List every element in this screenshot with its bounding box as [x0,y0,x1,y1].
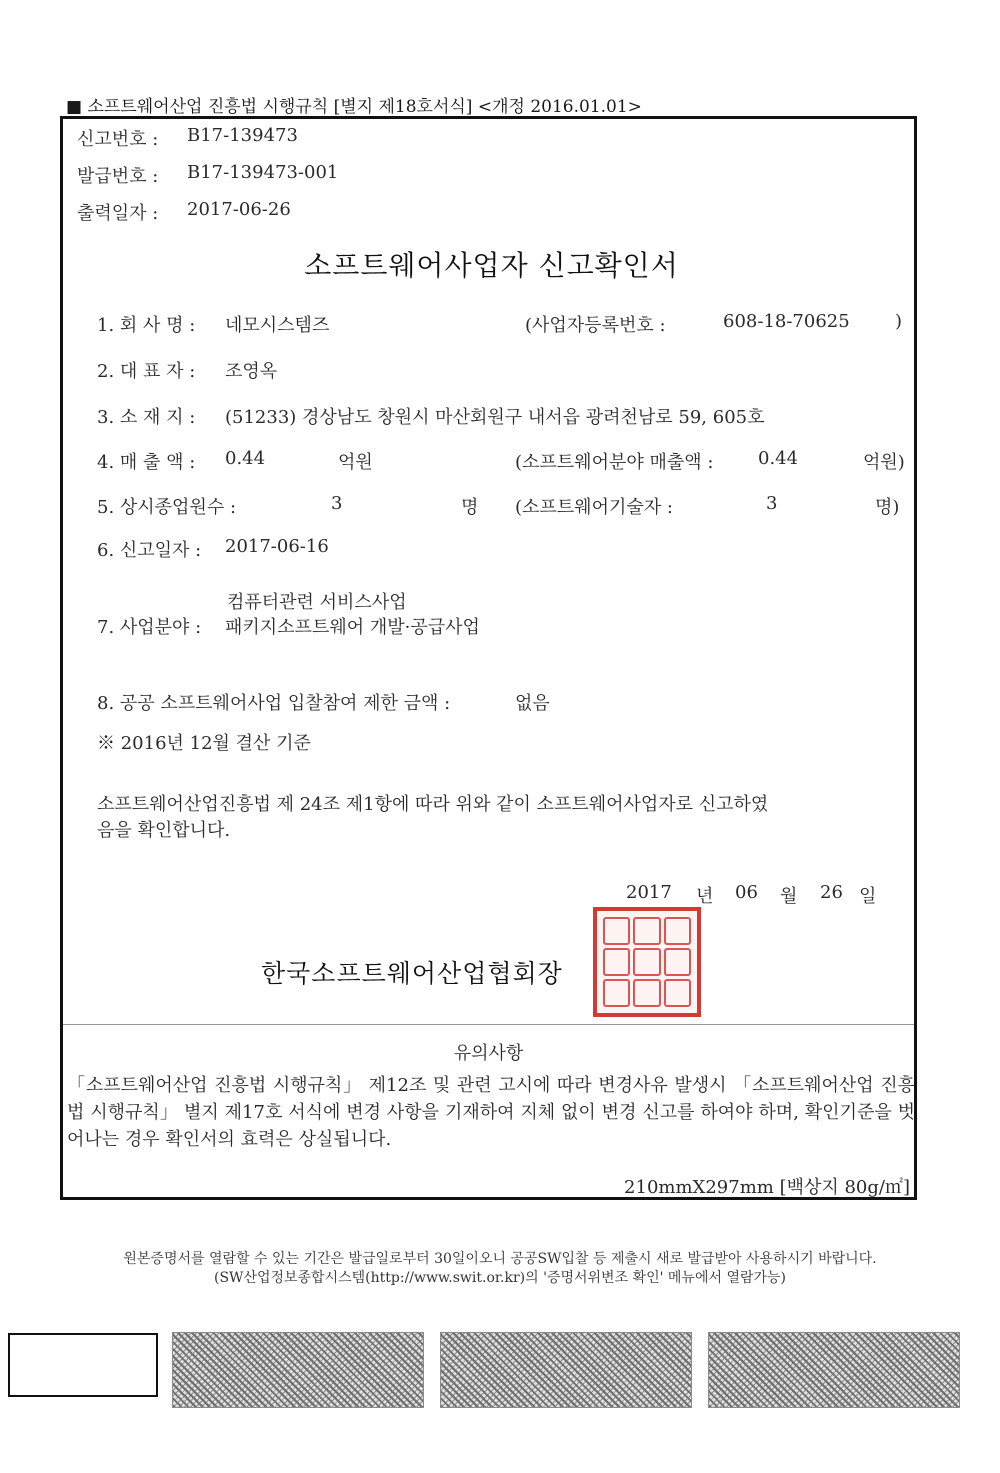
issue-day-unit: 일 [859,886,877,907]
sw-sales-unit: 억원) [863,452,905,473]
business-field-2: 패키지소프트웨어 개발·공급사업 [225,617,480,638]
company-label: 1. 회 사 명 : [97,315,196,336]
blank-code-box [8,1333,158,1397]
issue-no: B17-139473-001 [187,162,339,183]
restriction-value: 없음 [515,693,550,714]
ceo-name: 조영옥 [225,361,278,382]
signer-name: 한국소프트웨어산업협회장 [261,959,563,988]
settlement-basis: ※ 2016년 12월 결산 기준 [97,733,311,754]
bizno-close: ) [895,311,903,332]
sw-tech-unit: 명) [875,497,900,518]
2d-barcode-3 [708,1332,960,1408]
sales-unit: 억원 [338,452,373,473]
footer-note-line2: (SW산업정보종합시스템(http://www.swit.or.kr)의 '증명서위변조 확인' 메뉴에서 열람가능) [214,1270,786,1286]
report-date-label: 6. 신고일자 : [97,540,202,561]
address: (51233) 경상남도 창원시 마산회원구 내서읍 광려천남로 59, 605호 [225,407,765,428]
document-title: 소프트웨어사업자 신고확인서 [304,249,679,282]
restriction-label: 8. 공공 소프트웨어사업 입찰참여 제한 금액 : [97,693,451,714]
sales-value: 0.44 [225,448,266,469]
ceo-label: 2. 대 표 자 : [97,361,196,382]
company-name: 네모시스템즈 [225,315,330,336]
confirmation-statement-line2: 음을 확인합니다. [97,820,231,841]
paper-spec: 210mmX297mm [백상지 80g/㎡] [624,1177,910,1198]
official-seal [593,907,701,1017]
sales-label: 4. 매 출 액 : [97,452,196,473]
notice-body: 「소프트웨어산업 진흥법 시행규칙」 제12조 및 관련 고시에 따라 변경사유 발생시 「소프트웨어산업 진흥법 시행규칙」 별지 제17호 서식에 변경 사항을 기재하여 지체 없이 변경 신고를 하여야 하며, 확인기준을 벗어나는 경우 확인서의 효력은 상실됩니다. [67,1075,915,1150]
sw-tech-value: 3 [766,493,778,514]
issue-year-unit: 년 [696,886,714,907]
report-date: 2017-06-16 [225,536,329,557]
notice-title: 유의사항 [453,1043,524,1064]
bizno-label: (사업자등록번호 : [525,315,666,336]
sw-tech-label: (소프트웨어기술자 : [515,497,673,518]
sw-sales-label: (소프트웨어분야 매출액 : [515,452,714,473]
issue-month-unit: 월 [780,886,798,907]
form-reference: ■ 소프트웨어산업 진흥법 시행규칙 [별지 제18호서식] <개정 2016.01.01> [66,97,642,117]
issue-month: 06 [735,882,758,903]
print-date: 2017-06-26 [187,199,291,220]
employees-unit: 명 [461,497,479,518]
certificate-frame [60,116,917,1200]
bizno: 608-18-70625 [723,311,850,332]
notice-divider [63,1024,914,1025]
report-no: B17-139473 [187,125,298,146]
2d-barcode-2 [440,1332,692,1408]
employees-value: 3 [331,493,343,514]
issue-no-label: 발급번호 : [77,166,159,187]
business-field-label: 7. 사업분야 : [97,617,202,638]
2d-barcode-1 [172,1332,424,1408]
issue-day: 26 [820,882,843,903]
confirmation-statement-line1: 소프트웨어산업진흥법 제 24조 제1항에 따라 위와 같이 소프트웨어사업자로 신고하였 [97,794,769,815]
footer-note-line1: 원본증명서를 열람할 수 있는 기간은 발급일로부터 30일이오니 공공SW입찰 등 제출시 새로 발급받아 사용하시기 바랍니다. [123,1251,877,1267]
issue-year: 2017 [626,882,672,903]
business-field-1: 컴퓨터관련 서비스사업 [227,592,407,613]
print-date-label: 출력일자 : [77,203,159,224]
report-no-label: 신고번호 : [77,129,159,150]
employees-label: 5. 상시종업원수 : [97,497,237,518]
address-label: 3. 소 재 지 : [97,407,196,428]
sw-sales-value: 0.44 [758,448,799,469]
